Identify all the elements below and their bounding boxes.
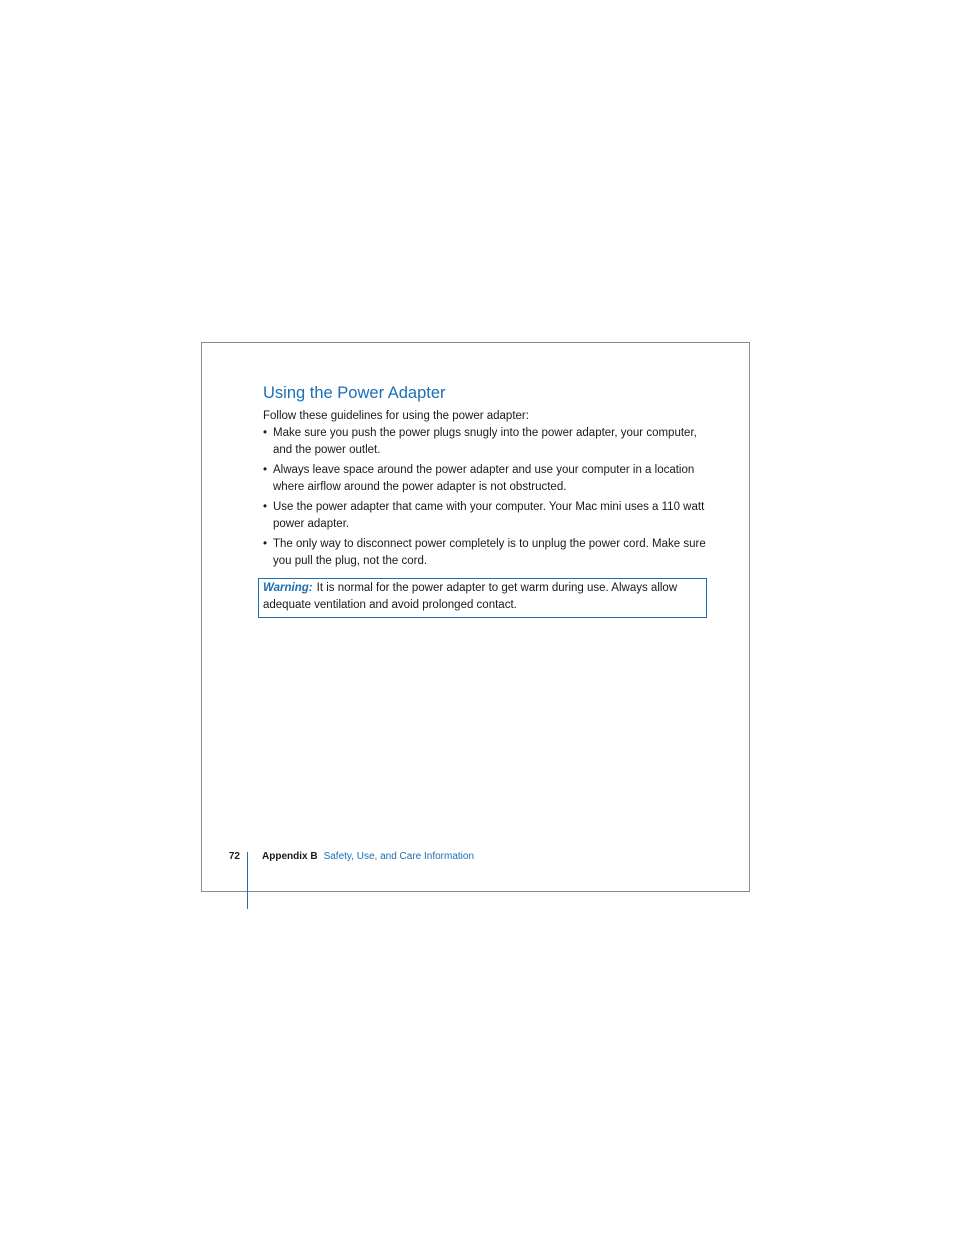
list-item	[263, 536, 708, 570]
page-number: 72	[228, 851, 240, 862]
section-title: Using the Power Adapter	[263, 384, 446, 402]
list-item-text: Make sure you push the power plugs snugly into the power adapter, your computer, and the power outlet.	[273, 427, 697, 456]
bullet-icon: •	[263, 501, 268, 513]
footer-chapter-title: Safety, Use, and Care Information	[323, 851, 475, 862]
list-item	[263, 462, 708, 496]
bullet-icon: •	[263, 427, 268, 439]
footer-divider	[247, 852, 248, 909]
list-item-text: Use the power adapter that came with your computer. Your Mac mini uses a 110 watt power adapter.	[273, 501, 705, 530]
main-content	[263, 382, 708, 573]
list-item-text: Always leave space around the power adapter and use your computer in a location where airflow around the power adapter is not obstructed.	[273, 464, 695, 493]
list-item	[263, 425, 708, 459]
bullet-icon: •	[263, 464, 268, 476]
list-item	[263, 499, 708, 533]
warning-label: Warning:	[263, 582, 313, 594]
warning-text: It is normal for the power adapter to get warm during use. Always allow adequate ventilation and avoid prolonged contact.	[263, 582, 678, 611]
running-footer	[262, 850, 474, 864]
bullet-icon: •	[263, 538, 268, 550]
list-item-text: The only way to disconnect power completely is to unplug the power cord. Make sure you pull the plug, not the cord.	[273, 538, 706, 567]
footer-appendix: Appendix B	[262, 851, 318, 862]
intro-text: Follow these guidelines for using the power adapter:	[263, 410, 529, 422]
guideline-list	[263, 425, 708, 570]
warning-box	[258, 578, 707, 618]
